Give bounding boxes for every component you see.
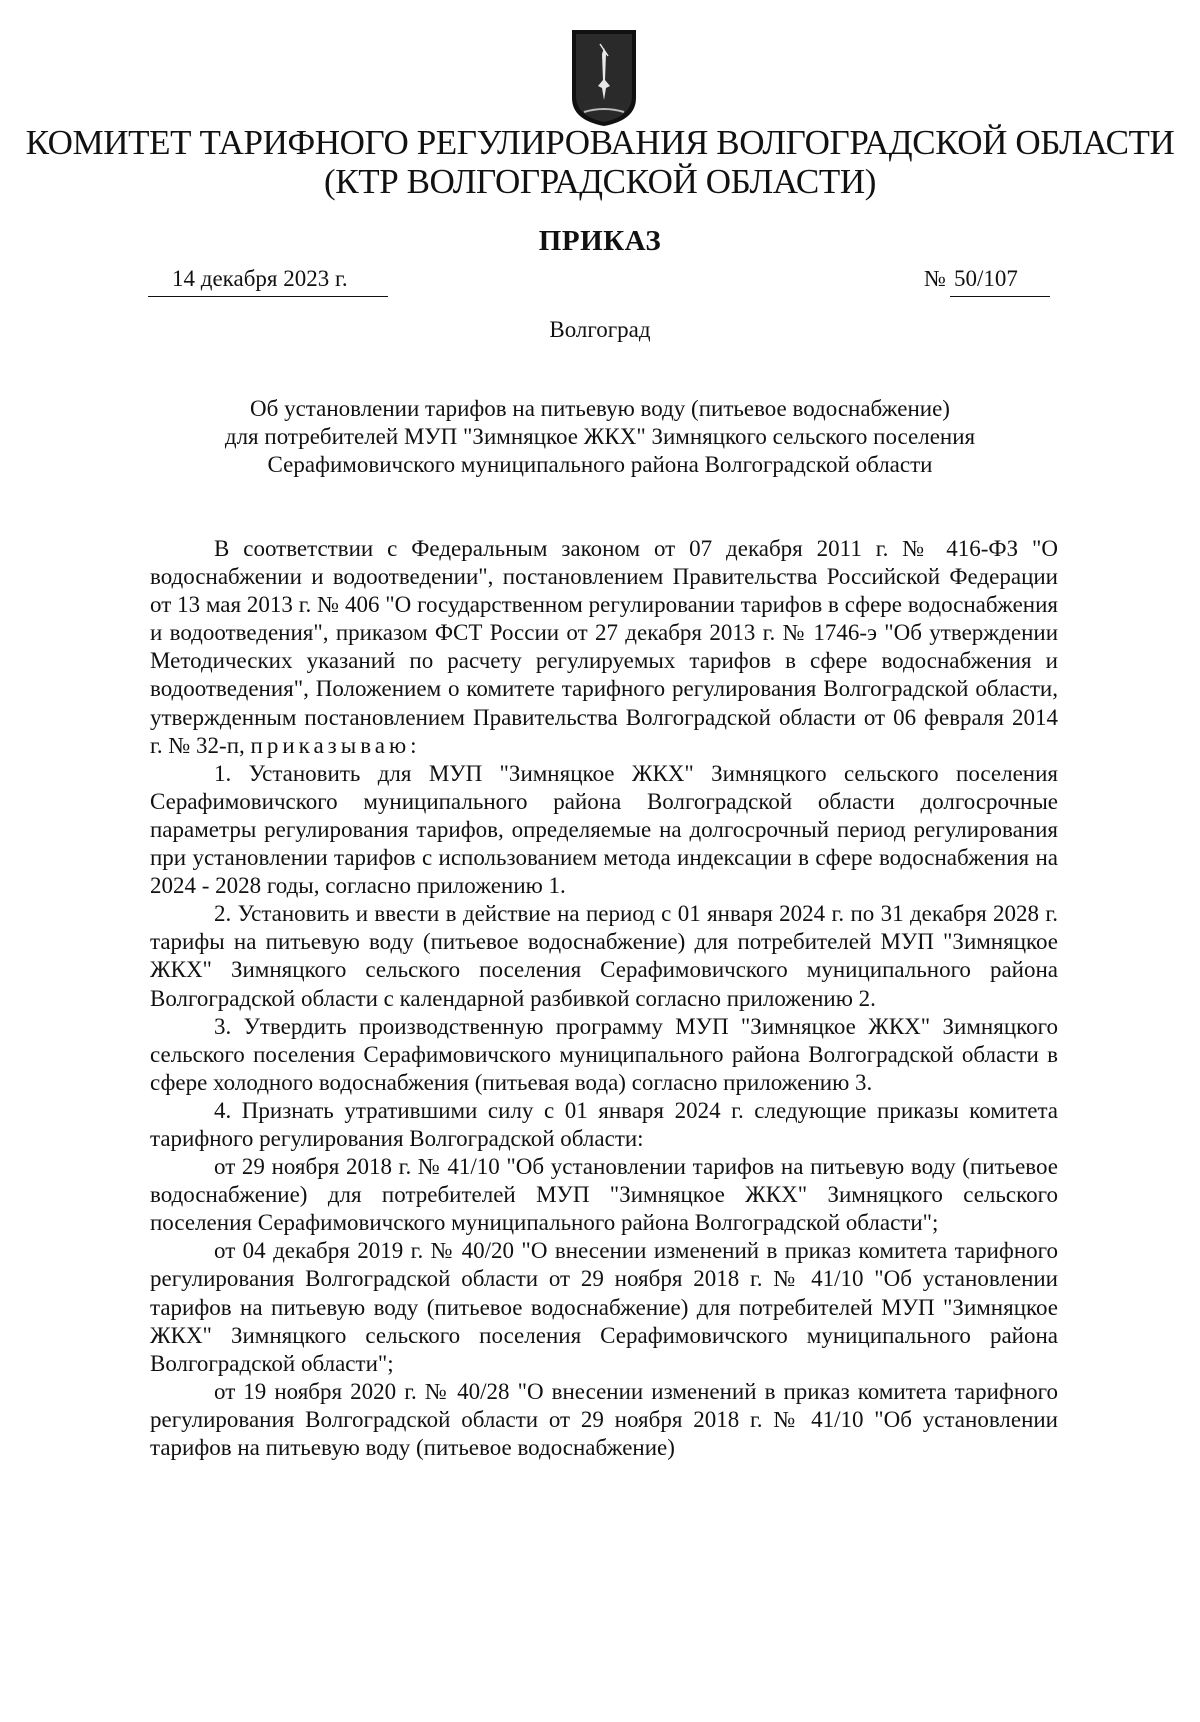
coat-of-arms-icon — [570, 28, 638, 128]
document-body — [150, 535, 1058, 1462]
number-value: 50/107 — [950, 262, 1050, 297]
title-line: для потребителей МУП "Зимняцкое ЖКХ" Зимняцкого сельского поселения — [224, 424, 976, 449]
document-type: ПРИКАЗ — [538, 225, 662, 257]
document-date: 14 декабря 2023 г. — [148, 262, 388, 297]
item-4-order-b: от 04 декабря 2019 г. № 40/20 "О внесении изменений в приказ комитета тарифного регулирования Волгоградской области от 29 ноября 2018 г. № 41/10 "Об установлении тарифов на питьевую воду (питьевое водоснабжение) для потребителей МУП "Зимняцкое ЖКХ" Зимняцкого сельского поселения Серафимовичского муниципального района Волгоградской области"; — [150, 1238, 1058, 1376]
order-word: приказываю: — [250, 732, 421, 758]
item-4-order-a: от 29 ноября 2018 г. № 41/10 "Об установлении тарифов на питьевую воду (питьевое водоснабжение) для потребителей МУП "Зимняцкое ЖКХ" Зимняцкого сельского поселения Серафимовичского муниципального района Волгоградской области"; — [150, 1154, 1058, 1236]
title-line: Об установлении тарифов на питьевую воду (питьевое водоснабжение) — [250, 396, 950, 421]
title-line: Серафимовичского муниципального района Волгоградской области — [267, 452, 933, 477]
item-3-paragraph: 3. Утвердить производственную программу МУП "Зимняцкое ЖКХ" Зимняцкого сельского поселения Серафимовичского муниципального района Волгоградской области в сфере холодного водоснабжения (питьевая вода) согласно приложению 3. — [150, 1013, 1058, 1095]
document-number — [924, 262, 1050, 297]
document-city: Волгоград — [549, 317, 651, 342]
organization-name: КОМИТЕТ ТАРИФНОГО РЕГУЛИРОВАНИЯ ВОЛГОГРАДСКОЙ ОБЛАСТИ — [25, 123, 1175, 162]
item-1-paragraph: 1. Установить для МУП "Зимняцкое ЖКХ" Зимняцкого сельского поселения Серафимовичского муниципального района Волгоградской области долгосрочные параметры регулирования тарифов, определяемые на долгосрочный период регулирования при установлении тарифов с использованием метода индексации в сфере водоснабжения на 2024 - 2028 годы, согласно приложению 1. — [150, 760, 1058, 899]
document-title — [0, 395, 1200, 479]
number-sign: № — [924, 266, 946, 291]
item-4-paragraph: 4. Признать утратившими силу с 01 января 2024 г. следующие приказы комитета тарифного регулирования Волгоградской области: — [150, 1097, 1058, 1151]
preamble-text: В соответствии с Федеральным законом от 07 декабря 2011 г. № 416-ФЗ "О водоснабжении и водоотведении", постановлением Правительства Российской Федерации от 13 мая 2013 г. № 406 "О государственном регулировании тарифов в сфере водоснабжения и водоотведения", приказом ФСТ России от 27 декабря 2013 г. № 1746-э "Об утверждении Методических указаний по расчету регулируемых тарифов в сфере водоснабжения и водоотведения", Положением о комитете тарифного регулирования Волгоградской области, утвержденным постановлением Правительства Волгоградской области от 06 февраля 2014 г. № 32-п, — [150, 536, 1058, 758]
item-2-paragraph: 2. Установить и ввести в действие на период с 01 января 2024 г. по 31 декабря 2028 г. тарифы на питьевую воду (питьевое водоснабжение) для потребителей МУП "Зимняцкое ЖКХ" Зимняцкого сельского поселения Серафимовичского муниципального района Волгоградской области с календарной разбивкой согласно приложению 2. — [150, 901, 1058, 1011]
item-4-order-c: от 19 ноября 2020 г. № 40/28 "О внесении изменений в приказ комитета тарифного регулирования Волгоградской области от 29 ноября 2018 г. № 41/10 "Об установлении тарифов на питьевую воду (питьевое водоснабжение) — [150, 1378, 1058, 1460]
organization-abbreviation: (КТР ВОЛГОГРАДСКОЙ ОБЛАСТИ) — [324, 162, 876, 201]
preamble-paragraph — [150, 535, 1058, 760]
